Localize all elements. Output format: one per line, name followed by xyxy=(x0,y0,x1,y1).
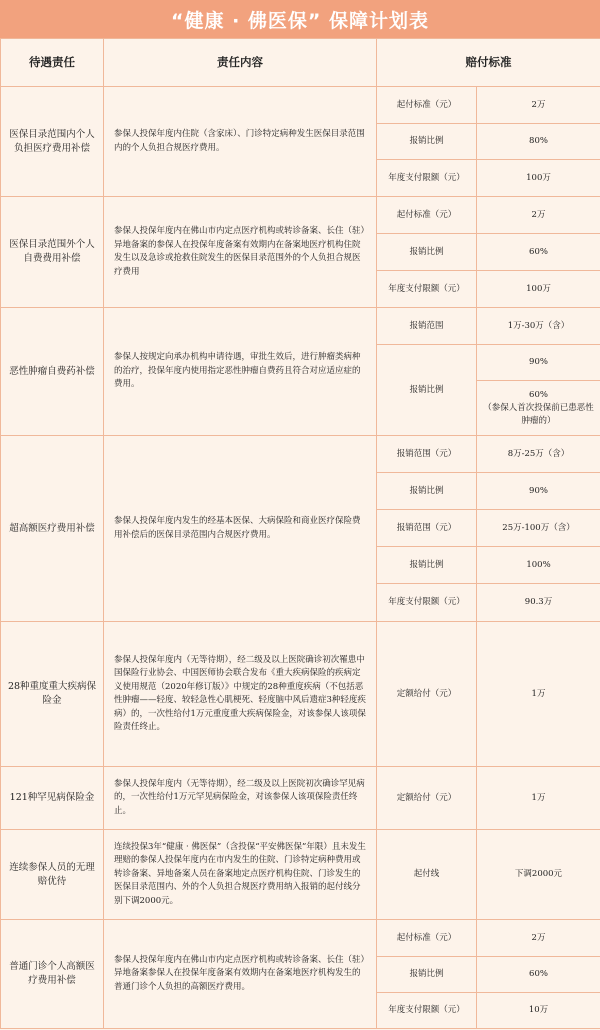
benefit-name: 121种罕见病保险金 xyxy=(1,767,104,830)
standard-key: 报销比例 xyxy=(377,124,477,160)
standard-value xyxy=(477,381,600,436)
standard-key: 报销范围 xyxy=(377,308,477,345)
standard-value: 60% xyxy=(477,957,600,993)
standard-value: 25万-100万（含） xyxy=(477,510,600,547)
standard-value: 1万 xyxy=(477,622,600,767)
standard-key: 年度支付限额（元） xyxy=(377,993,477,1029)
standard-key: 年度支付限额（元） xyxy=(377,271,477,308)
benefit-desc: 参保人投保年度内（无等待期），经二级及以上医院确诊初次罹患中国保险行业协会、中国医师协会联合发布《重大疾病保险的疾病定义使用规范（2020年修订版）》中规定的28种重度疾病（不包括恶性肿瘤——轻度、较轻急性心肌梗死、轻度脑中风后遗症3种轻度疾病）的，一次性给付1万元重度重大疾病保险金，对该参保人该项保险责任终止。 xyxy=(104,622,377,767)
benefit-desc: 参保人按规定向承办机构申请待遇，审批生效后，进行肿瘤类病种的治疗，投保年度内使用指定恶性肿瘤自费药且符合对应适应症的费用。 xyxy=(104,308,377,436)
table-row xyxy=(1,197,600,234)
benefit-desc: 参保人投保年度内在佛山市内定点医疗机构或转诊备案、长住（驻）异地备案的参保人在投保年度备案有效期内在备案地医疗机构住院发生以及急诊或抢救住院发生的医保目录范围外的个人负担合规医疗费用 xyxy=(104,197,377,308)
header-content: 责任内容 xyxy=(104,39,377,87)
standard-key: 定额给付（元） xyxy=(377,622,477,767)
standard-value: 8万-25万（含） xyxy=(477,436,600,473)
standard-value: 90% xyxy=(477,473,600,510)
table-row xyxy=(1,87,600,124)
standard-key: 起付标准（元） xyxy=(377,197,477,234)
standard-value: 60% xyxy=(477,234,600,271)
standard-value: 100万 xyxy=(477,271,600,308)
benefit-name: 医保目录范围外个人自费费用补偿 xyxy=(1,197,104,308)
benefit-desc: 参保人投保年度内（无等待期），经二级及以上医院初次确诊罕见病的，一次性给付1万元罕见病保险金，对该参保人该项保险责任终止。 xyxy=(104,767,377,830)
header-standard: 赔付标准 xyxy=(377,39,600,87)
benefit-name: 连续参保人员的无理赔优待 xyxy=(1,830,104,920)
standard-value: 90.3万 xyxy=(477,584,600,622)
benefit-name: 恶性肿瘤自费药补偿 xyxy=(1,308,104,436)
standard-value: 2万 xyxy=(477,197,600,234)
standard-value-note: （参保人首次投保前已患恶性肿瘤的） xyxy=(483,402,594,426)
standard-value: 100% xyxy=(477,547,600,584)
benefit-name: 超高额医疗费用补偿 xyxy=(1,436,104,622)
standard-key: 报销比例 xyxy=(377,547,477,584)
benefit-desc: 连续投保3年“健康 · 佛医保”（含投保“平安佛医保”年限）且未发生理赔的参保人投保年度内在市内发生的住院、门诊特定病种费用或转诊备案、异地备案人员在备案地定点医疗机构住院、门诊发生的医保目录范围内、外的个人负担合规医疗费用纳入报销的起付线分别下调2000元。 xyxy=(104,830,377,920)
standard-value: 90% xyxy=(477,345,600,381)
standard-key: 报销比例 xyxy=(377,473,477,510)
standard-value: 10万 xyxy=(477,993,600,1029)
benefit-name: 医保目录范围内个人负担医疗费用补偿 xyxy=(1,87,104,197)
benefit-desc: 参保人投保年度内住院（含家床）、门诊特定病种发生医保目录范围内的个人负担合规医疗费用。 xyxy=(104,87,377,197)
benefit-name: 28种重度重大疾病保险金 xyxy=(1,622,104,767)
standard-key: 报销比例 xyxy=(377,345,477,436)
standard-key: 起付线 xyxy=(377,830,477,920)
standard-key: 起付标准（元） xyxy=(377,87,477,124)
standard-value: 1万-30万（含） xyxy=(477,308,600,345)
standard-value: 2万 xyxy=(477,920,600,957)
benefit-table xyxy=(0,38,600,1029)
standard-value: 1万 xyxy=(477,767,600,830)
standard-key: 报销范围（元） xyxy=(377,436,477,473)
table-row xyxy=(1,920,600,957)
standard-value-main: 60% xyxy=(529,389,548,400)
standard-key: 定额给付（元） xyxy=(377,767,477,830)
standard-key: 报销比例 xyxy=(377,234,477,271)
table-row xyxy=(1,830,600,920)
table-row xyxy=(1,767,600,830)
table-row xyxy=(1,622,600,767)
benefit-desc: 参保人投保年度内在佛山市内定点医疗机构或转诊备案、长住（驻）异地备案参保人在投保年度备案有效期内在备案地医疗机构发生的普通门诊个人负担的高额医疗费用。 xyxy=(104,920,377,1029)
standard-value: 下调2000元 xyxy=(477,830,600,920)
standard-key: 起付标准（元） xyxy=(377,920,477,957)
standard-value: 2万 xyxy=(477,87,600,124)
standard-key: 报销范围（元） xyxy=(377,510,477,547)
standard-key: 年度支付限额（元） xyxy=(377,584,477,622)
standard-value: 80% xyxy=(477,124,600,160)
benefit-desc: 参保人投保年度内发生的经基本医保、大病保险和商业医疗保险费用补偿后的医保目录范围内合规医疗费用。 xyxy=(104,436,377,622)
table-row xyxy=(1,436,600,473)
standard-key: 报销比例 xyxy=(377,957,477,993)
standard-key: 年度支付限额（元） xyxy=(377,160,477,197)
page-title: “健康 · 佛医保” 保障计划表 xyxy=(0,0,600,38)
table-row xyxy=(1,308,600,345)
benefit-name: 普通门诊个人高额医疗费用补偿 xyxy=(1,920,104,1029)
header-row xyxy=(1,39,600,87)
header-benefit: 待遇责任 xyxy=(1,39,104,87)
standard-value: 100万 xyxy=(477,160,600,197)
